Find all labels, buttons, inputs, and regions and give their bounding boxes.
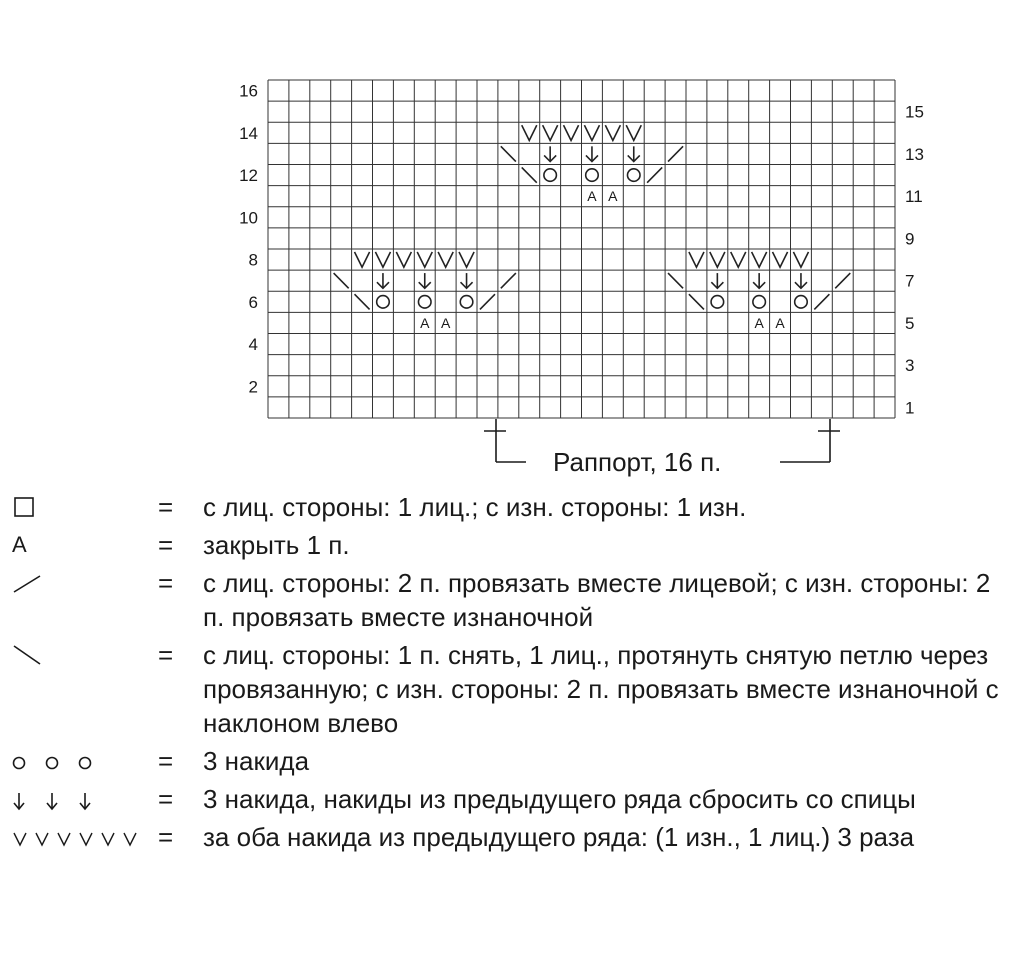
yarn-over-mark	[586, 169, 599, 182]
legend-text: с лиц. стороны: 2 п. провязать вместе лицевой; с изн. стороны: 2 п. провязать вместе изнаночной	[203, 568, 991, 632]
equals-sign: =	[158, 530, 174, 560]
purl-knit-mark	[417, 252, 432, 267]
yarn-over-mark	[795, 296, 808, 309]
six-vees-icon	[10, 820, 150, 854]
yarn-over-mark	[753, 296, 766, 309]
purl-knit-mark	[752, 252, 767, 267]
row-number-left: 8	[248, 250, 258, 270]
purl-knit-mark	[522, 125, 537, 140]
row-number-right: 3	[905, 356, 915, 376]
equals-sign: =	[158, 492, 174, 522]
yarn-over-mark	[711, 296, 724, 309]
k2tog-mark	[501, 273, 516, 288]
purl-knit-mark	[626, 125, 641, 140]
skpo-mark	[355, 294, 370, 309]
row-number-left: 10	[239, 208, 258, 228]
yarn-over-mark	[377, 296, 390, 309]
purl-knit-mark	[584, 125, 599, 140]
purl-knit-mark	[375, 252, 390, 267]
legend-text: за оба накида из предыдущего ряда: (1 изн., 1 лиц.) 3 раза	[203, 822, 915, 852]
legend-text: с лиц. стороны: 1 лиц.; с изн. стороны: 1 изн.	[203, 492, 747, 522]
row-number-right: 1	[905, 398, 915, 418]
row-number-left: 12	[239, 166, 258, 186]
row-number-left: 14	[239, 123, 258, 143]
three-arrows-icon	[10, 782, 150, 816]
k2tog-mark	[480, 294, 495, 309]
purl-knit-mark	[355, 252, 370, 267]
k2tog-mark	[814, 294, 829, 309]
legend-text: 3 накида, накиды из предыдущего ряда сбросить со спицы	[203, 784, 916, 814]
skpo-mark	[689, 294, 704, 309]
vee-mark	[58, 833, 70, 845]
purl-knit-mark	[564, 125, 579, 140]
three-circles-icon	[10, 744, 150, 778]
equals-sign: =	[158, 822, 174, 852]
bind-off-icon: A	[12, 532, 27, 557]
row-number-right: 7	[905, 271, 915, 291]
row-number-right: 13	[905, 144, 924, 164]
bind-off-mark: A	[420, 314, 430, 331]
row-number-right: 9	[905, 229, 915, 249]
equals-sign: =	[158, 640, 174, 670]
purl-knit-mark	[459, 252, 474, 267]
yarn-over-mark	[418, 296, 431, 309]
square-icon	[10, 490, 150, 524]
vee-mark	[80, 833, 92, 845]
purl-knit-mark	[689, 252, 704, 267]
purl-knit-mark	[438, 252, 453, 267]
legend-row-bind-off	[0, 528, 1016, 562]
purl-knit-mark	[710, 252, 725, 267]
k2tog-mark	[835, 273, 850, 288]
slash-left-icon	[10, 638, 150, 672]
row-number-left: 16	[239, 81, 258, 101]
vee-mark	[36, 833, 48, 845]
chart-grid	[268, 80, 895, 418]
skpo-mark	[501, 146, 516, 161]
purl-knit-mark	[396, 252, 411, 267]
purl-knit-mark	[543, 125, 558, 140]
row-number-right: 11	[905, 187, 923, 207]
purl-knit-mark	[793, 252, 808, 267]
k2tog-mark	[647, 167, 662, 182]
row-number-right: 15	[905, 102, 924, 122]
bind-off-mark: A	[440, 314, 451, 331]
slash-right-icon	[10, 566, 150, 600]
legend-row-drop-yo	[0, 782, 1016, 816]
bind-off-mark: A	[587, 188, 597, 205]
bind-off-mark: A	[754, 314, 764, 331]
purl-knit-mark	[773, 252, 788, 267]
k2tog-mark	[668, 146, 683, 161]
row-number-right: 5	[905, 313, 915, 333]
legend-row-k2tog	[0, 566, 1016, 634]
vee-mark	[124, 833, 136, 845]
legend-text: закрыть 1 п.	[203, 530, 350, 560]
legend-row-yarn-overs	[0, 744, 1016, 778]
bind-off-mark: A	[608, 188, 618, 205]
yarn-over-mark	[460, 296, 473, 309]
legend-text: 3 накида	[203, 746, 310, 776]
skpo-mark	[522, 167, 537, 182]
row-number-left: 6	[248, 292, 258, 312]
skpo-mark	[668, 273, 683, 288]
repeat-label: Раппорт, 16 п.	[553, 447, 722, 477]
row-number-left: 2	[248, 377, 258, 397]
bind-off-mark: A	[775, 314, 785, 331]
vee-mark	[102, 833, 114, 845]
vee-mark	[14, 833, 26, 845]
row-number-left: 4	[248, 335, 258, 355]
purl-knit-mark	[731, 252, 746, 267]
equals-sign: =	[158, 568, 174, 598]
yarn-over-mark	[627, 169, 640, 182]
equals-sign: =	[158, 746, 174, 776]
yarn-over-mark	[544, 169, 557, 182]
legend-row-skpo	[0, 638, 1016, 740]
symbol-legend	[0, 490, 1016, 858]
equals-sign: =	[158, 784, 174, 814]
legend-row-knit	[0, 490, 1016, 524]
skpo-mark	[334, 273, 349, 288]
legend-text: с лиц. стороны: 1 п. снять, 1 лиц., протянуть снятую петлю через провязанную; с изн. стороны: 2 п. провязать вместе изнаночной с наклоном влево	[203, 640, 999, 738]
purl-knit-mark	[605, 125, 620, 140]
legend-row-purl-knit	[0, 820, 1016, 854]
